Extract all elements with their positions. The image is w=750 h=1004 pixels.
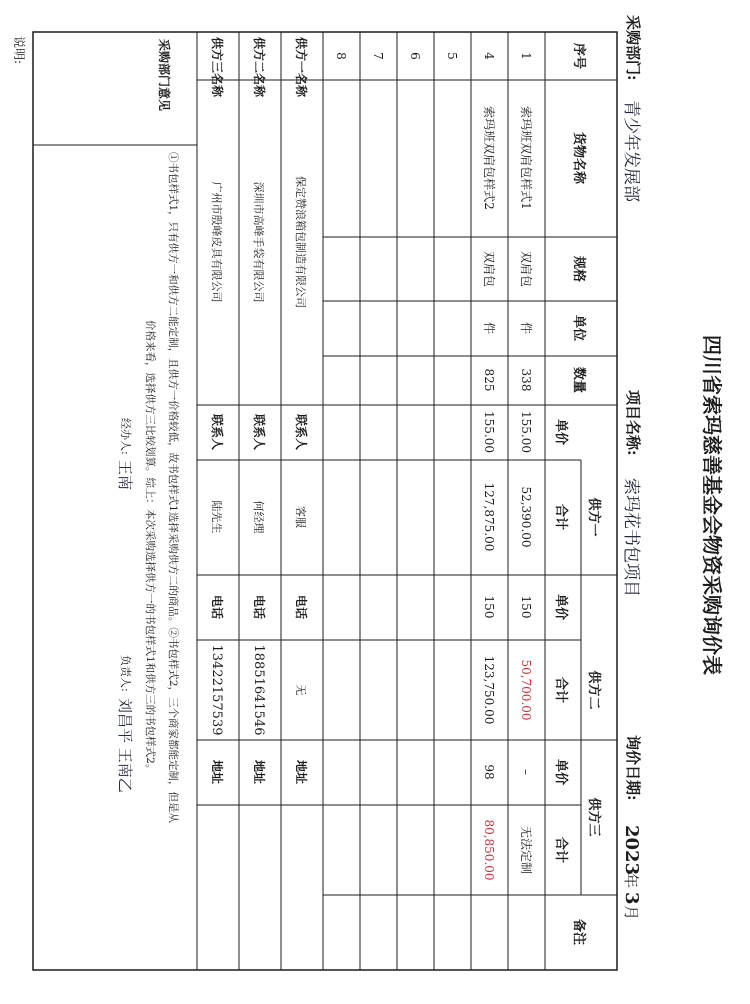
row2-s1-price: 155.00 xyxy=(482,411,496,453)
header-s2-total: 合计 xyxy=(553,676,568,704)
row1-unit: 件 xyxy=(519,321,533,335)
header-supplier1: 供方一 xyxy=(586,497,601,537)
supplier3-contact-label: 联系人 xyxy=(210,413,224,451)
header-qty: 数量 xyxy=(571,366,586,394)
supplier2-label: 供方二名称 xyxy=(252,37,266,98)
supplier1-phone-label: 电话 xyxy=(294,594,308,620)
supplier2-contact-label: 联系人 xyxy=(252,413,266,451)
date-year-unit: 年 xyxy=(622,873,640,889)
row2-seq: 4 xyxy=(482,52,496,60)
supplier1-name: 保定赞浪箱包制造有限公司 xyxy=(294,176,307,308)
row1-s1-price: 155.00 xyxy=(519,411,533,453)
supplier3-address-label: 地址 xyxy=(210,759,224,785)
row2-unit: 件 xyxy=(482,321,496,335)
table-row xyxy=(519,52,534,874)
row1-s2-total: 50,700.00 xyxy=(519,659,533,721)
date-month-unit: 月 xyxy=(622,905,640,921)
supplier1-contact-label: 联系人 xyxy=(294,413,308,451)
header-s2-unit-price: 单价 xyxy=(553,593,568,621)
row2-s3-price: 98 xyxy=(482,764,496,780)
supplier-row xyxy=(251,37,267,784)
form-title: 四川省索玛慈善基金会物资采购询价表 xyxy=(700,335,724,675)
header-s3-total: 合计 xyxy=(553,836,568,864)
supplier2-phone-label: 电话 xyxy=(252,594,266,620)
row1-s2-price: 150 xyxy=(519,595,533,619)
handler-signature: 王南 xyxy=(116,460,134,491)
header-seq: 序号 xyxy=(571,42,586,70)
row1-goods: 索玛班双肩包样式1 xyxy=(519,106,533,210)
row2-s2-price: 150 xyxy=(482,595,496,619)
date-year: 2023 xyxy=(621,825,642,876)
supplier2-contact: 何经理 xyxy=(252,500,265,534)
row4-seq: 6 xyxy=(408,52,422,60)
supplier3-label: 供方三名称 xyxy=(210,37,224,98)
supplier2-name: 深圳市高峰手袋有限公司 xyxy=(252,181,265,303)
row5-seq: 7 xyxy=(371,52,385,60)
project-label: 项目名称: xyxy=(624,390,642,456)
row2-spec: 双肩包 xyxy=(482,250,496,288)
date-label: 询价日期: xyxy=(624,735,642,801)
header-unit: 单位 xyxy=(571,314,586,342)
supplier1-phone: 无 xyxy=(294,684,307,696)
row2-s1-total: 127,875.00 xyxy=(482,482,496,552)
form-landscape xyxy=(12,15,724,970)
project-handwritten: 索玛花书包项目 xyxy=(621,478,641,597)
supplier3-contact: 陆先生 xyxy=(210,500,223,534)
supplier-row xyxy=(209,37,225,784)
opinion-line1: ①书包样式1，只有供方一和供方二能定制，且供方一价格较低，故书包样式1选择采购供方二的商品。②书包样式2，三个商家都能定制，但是从 xyxy=(167,152,179,824)
date-month: 3 xyxy=(621,892,642,905)
row6-seq: 8 xyxy=(334,52,348,60)
header-remarks: 备注 xyxy=(571,918,586,946)
header-s3-unit-price: 单价 xyxy=(553,758,568,786)
supplier3-name: 广州市殷峰皮具有限公司 xyxy=(210,181,223,303)
table-row xyxy=(482,52,497,880)
supplier2-address-label: 地址 xyxy=(252,759,266,785)
opinion-label: 采购部门意见 xyxy=(157,39,171,112)
row2-s2-total: 123,750.00 xyxy=(482,655,496,725)
department-handwritten: 青少年发展部 xyxy=(621,100,641,202)
handler-label: 经办人: xyxy=(119,418,132,455)
header-supplier3: 供方三 xyxy=(586,797,601,837)
supplier3-phone-label: 电话 xyxy=(210,594,224,620)
supplier1-contact: 客服 xyxy=(294,506,307,528)
row1-s3-total: 无法定制 xyxy=(519,825,533,875)
department-label: 采购部门: xyxy=(624,15,642,81)
header-s1-total: 合计 xyxy=(553,503,568,531)
opinion-line2: 价格来看，选择供方三比较划算。综上：本次采购选择供方一的书包样式1和供方三的书包样式2。 xyxy=(144,320,156,775)
header-s1-unit-price: 单价 xyxy=(553,418,568,446)
header-supplier2: 供方二 xyxy=(586,670,601,710)
row2-goods: 索玛班双肩包样式2 xyxy=(482,106,496,210)
row2-qty: 825 xyxy=(482,368,496,392)
row3-seq: 5 xyxy=(445,52,459,60)
row2-s3-total: 80,850.00 xyxy=(482,819,496,881)
row1-qty: 338 xyxy=(519,368,533,392)
supplier-row xyxy=(294,37,309,784)
row1-s1-total: 52,390.00 xyxy=(519,486,533,548)
manager-signature: 刘昌平 王南乙 xyxy=(116,698,134,793)
header-goods: 货物名称 xyxy=(571,131,586,185)
supplier1-address-label: 地址 xyxy=(294,759,308,785)
supplier2-phone: 18851641546 xyxy=(251,644,266,736)
supplier3-phone: 13422157539 xyxy=(209,644,224,736)
manager-label: 负责人: xyxy=(119,655,132,692)
row1-s3-price: – xyxy=(519,769,533,775)
note-label: 说明: xyxy=(12,36,26,65)
row1-spec: 双肩包 xyxy=(519,250,533,288)
row1-seq: 1 xyxy=(519,52,533,60)
supplier1-label: 供方一名称 xyxy=(294,37,308,98)
header-spec: 规格 xyxy=(571,255,586,283)
